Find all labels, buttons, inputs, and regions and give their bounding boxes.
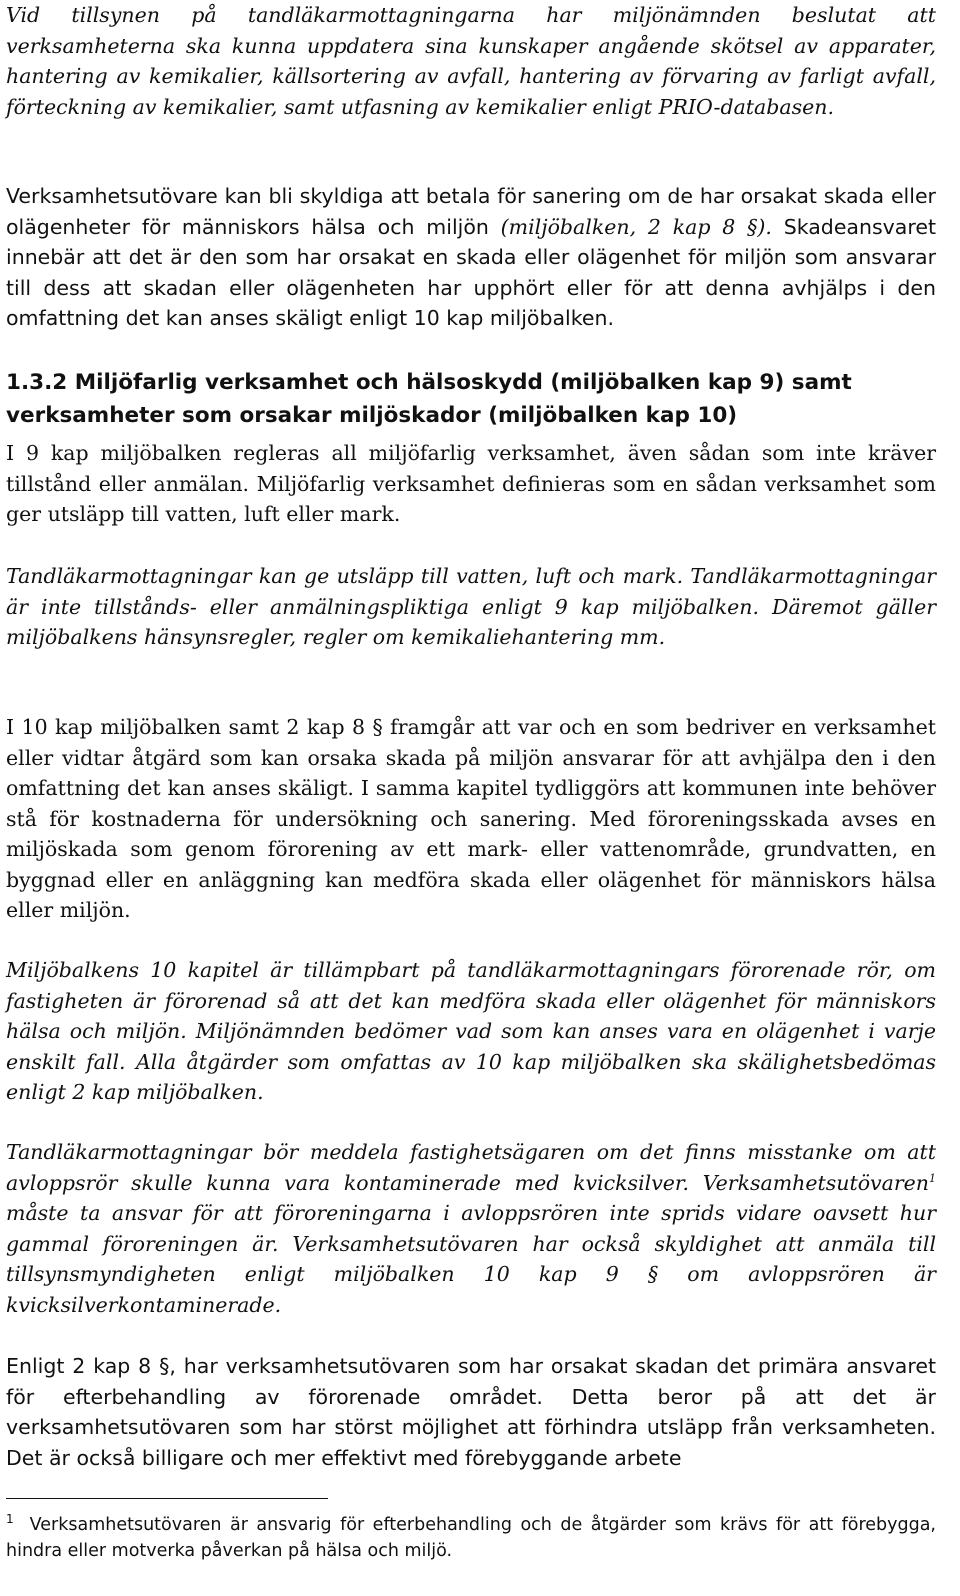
paragraph-text: I 10 kap miljöbalken samt 2 kap 8 § framgår att var och en som bedriver en verksamhet eller vidtar åtgärd som kan orsaka skada på miljön ansvarar för att avhjälpa den i den omfattning det kan anses skäligt. I samma kapitel tydliggörs att kommunen inte behöver stå för kostnaderna för undersökning och sanering. Med föroreningsskada avses en miljöskada som genom förorening av ett mark- eller vattenområde, grundvatten, en byggnad eller en anläggning kan medföra skada eller olägenhet för människors hälsa eller miljön. — [6, 715, 936, 922]
footnote — [6, 1512, 936, 1564]
paragraph-avloppsror — [6, 1137, 936, 1320]
paragraph-text: Vid tillsynen på tandläkarmottagningarna har miljönämnden beslutat att verksamheterna ska kunna uppdatera sina kunskaper angående skötsel av apparater, hantering av kemikalier, källsortering av avfall, hantering av förvaring av farligt avfall, förteckning av kemikalier, samt utfasning av kemikalier enligt PRIO-databasen. — [6, 3, 936, 119]
paragraph-text: Skadeansvaret innebär att det är den som har orsakat en skada eller olägenhet för miljön som ansvarar till dess att skadan eller olägenheten har upphört eller för att denna avhjälps i den omfattning det kan anses skäligt enligt 10 kap miljöbalken. — [6, 214, 936, 330]
paragraph-text: I 9 kap miljöbalken regleras all miljöfarlig verksamhet, även sådan som inte kräver tillstånd eller anmälan. Miljöfarlig verksamhet definieras som en sådan verksamhet som ger utsläpp till vatten, luft eller mark. — [6, 441, 936, 526]
paragraph-text: Enligt 2 kap 8 §, har verksamhetsutövaren som har orsakat skadan det primära ansvaret för efterbehandling av förorenade området. Detta beror på att det är verksamhetsutövaren som har störst möjlighet att förhindra utsläpp från verksamheten. Det är också billigare och mer effektivt med förebyggande arbete — [6, 1354, 936, 1470]
paragraph-text: måste ta ansvar för att föroreningarna i avloppsrören inte sprids vidare oavsett hur gammal föroreningen är. Verksamhetsutövaren har också skyldighet att anmäla till tillsynsmyndigheten enligt miljöbalken 10 kap 9 § om avloppsrören är kvicksilverkontaminerade. — [6, 1201, 936, 1317]
paragraph-text: Miljöbalkens 10 kapitel är tillämpbart på tandläkarmottagningars förorenade rör, om fastigheten är förorenad så att det kan medföra skada eller olägenhet för människors hälsa och miljön. Miljönämnden bedömer vad som kan anses vara en olägenhet i varje enskilt fall. Alla åtgärder som omfattas av 10 kap miljöbalken ska skälighetsbedömas enligt 2 kap miljöbalken. — [6, 958, 936, 1104]
footnote-text: Verksamhetsutövaren är ansvarig för efterbehandling och de åtgärder som krävs för att förebygga, hindra eller motverka påverkan på hälsa och miljö. — [6, 1515, 936, 1561]
law-reference: (miljöbalken, 2 kap 8 §). — [500, 214, 772, 239]
paragraph-kap10 — [6, 712, 936, 926]
footnote-divider — [6, 1498, 328, 1499]
paragraph-text: Tandläkarmottagningar kan ge utsläpp till vatten, luft och mark. Tandläkarmottagningar är inte tillstånds- eller anmälningspliktiga enligt 9 kap miljöbalken. Däremot gäller miljöbalkens hänsynsregler, regler om kemikaliehantering mm. — [6, 564, 936, 649]
paragraph-kap9 — [6, 438, 936, 530]
footnote-reference[interactable]: 1 — [929, 1171, 936, 1185]
paragraph-text: Tandläkarmottagningar bör meddela fastighetsägaren om det finns misstanke om att avloppsrör skulle kunna vara kontaminerade med kvicksilver. Verksamhetsutövaren — [6, 1140, 936, 1195]
footnote-marker: 1 — [6, 1512, 14, 1527]
section-heading: 1.3.2 Miljöfarlig verksamhet och hälsoskydd (miljöbalken kap 9) samt verksamheter som orsakar miljöskador (miljöbalken kap 10) — [6, 370, 852, 428]
paragraph-sanering — [6, 181, 936, 334]
paragraph-primart-ansvar — [6, 1351, 936, 1473]
paragraph-text: Verksamhetsutövare kan bli skyldiga att betala för sanering om de har orsakat skada eller olägenheter för människors hälsa och miljön — [6, 184, 936, 239]
paragraph-tillsyn — [6, 0, 936, 122]
paragraph-tandlakarmottagningar — [6, 561, 936, 653]
paragraph-miljobalkens-10-kapitel — [6, 955, 936, 1108]
